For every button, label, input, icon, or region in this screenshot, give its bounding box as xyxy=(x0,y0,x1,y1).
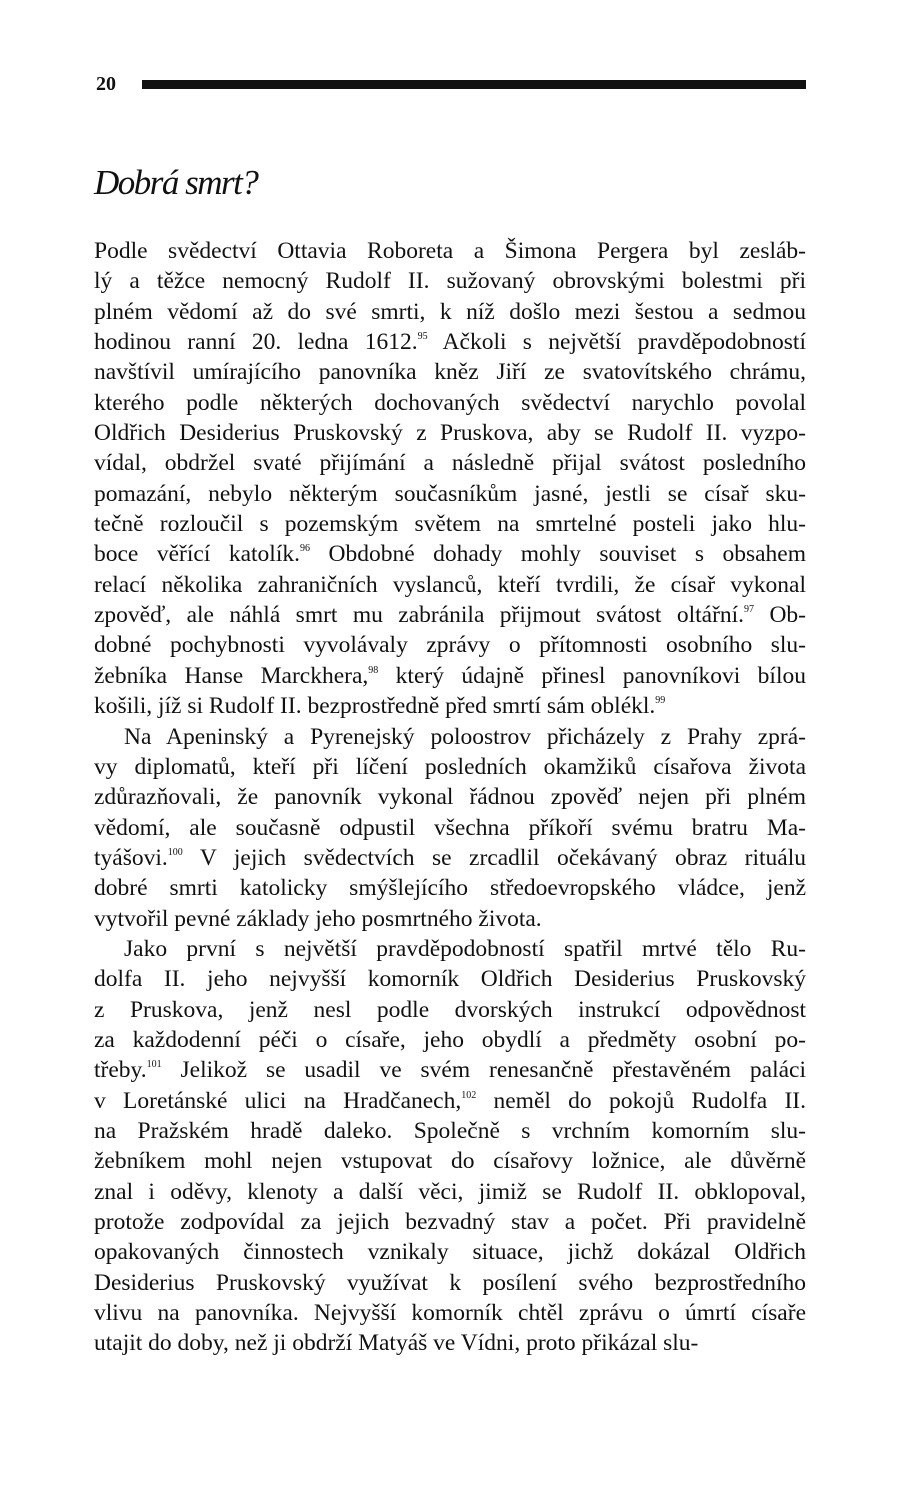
text-line: z Pruskova, jenž nesl podle dvorských instrukcí odpovědnost xyxy=(94,996,806,1023)
footnote-marker: 98 xyxy=(368,664,379,676)
footnote-marker: 99 xyxy=(655,695,666,707)
text-line: zdůrazňovali, že panovník vykonal řádnou zpověď nejen při plném xyxy=(94,784,806,811)
running-header xyxy=(94,72,806,96)
text-line: Podle svědectví Ottavia Roboreta a Šimona Pergera byl zesláb- xyxy=(94,238,806,264)
text-line: dobré smrti katolicky smýšlejícího středoevropského vládce, jenž xyxy=(94,875,806,902)
text-line: opakovaných činnostech vznikaly situace, jichž dokázal Oldřich xyxy=(94,1239,806,1266)
text-line: vídal, obdržel svaté přijímání a následně přijal svátost posledního xyxy=(94,450,806,477)
text-line: žebníka Hanse Marckhera,$^{98}$ který údajně přinesl panovníkovi bílou xyxy=(94,662,806,689)
text-line: žebníkem mohl nejen vstupovat do císařovy ložnice, ale důvěrně xyxy=(94,1148,806,1175)
paragraph xyxy=(94,236,806,722)
text-line: za každodenní péči o císaře, jeho obydlí a předměty osobní po- xyxy=(94,1026,806,1053)
text-line: v Loretánské ulici na Hradčanech,$^{102}$ neměl do pokojů Rudolfa II. xyxy=(94,1087,806,1114)
text-line: utajit do doby, než ji obdrží Matyáš ve Vídni, proto přikázal slu- xyxy=(94,1330,699,1357)
text-line: třeby.$^{101}$ Jelikož se usadil ve svém renesančně přestavěném paláci xyxy=(94,1057,806,1084)
text-line: dolfa II. jeho nejvyšší komorník Oldřich Desiderius Pruskovský xyxy=(94,966,806,993)
page-number: 20 xyxy=(96,73,116,95)
chapter-title: Dobrá smrt? xyxy=(94,163,258,202)
text-line: znal i oděvy, klenoty a další věci, jimiž se Rudolf II. obklopoval, xyxy=(94,1178,806,1205)
text-line: vy diplomatů, kteří při líčení posledních okamžiků císařova života xyxy=(94,753,806,780)
text-line: Desiderius Pruskovský využívat k posílení svého bezprostředního xyxy=(94,1269,806,1296)
text-line: relací několika zahraničních vyslanců, kteří tvrdili, že císař vykonal xyxy=(94,571,806,598)
text-line: Jako první s největší pravděpodobností spatřil mrtvé tělo Ru- xyxy=(124,935,806,962)
text-line: dobné pochybnosti vyvolávaly zprávy o přítomnosti osobního slu- xyxy=(94,632,806,659)
footnote-marker: 96 xyxy=(299,543,310,555)
text-line: pomazání, nebylo některým současníkům jasné, jestli se císař sku- xyxy=(94,480,806,507)
text-line: vlivu na panovníka. Nejvyšší komorník chtěl zprávu o úmrtí císaře xyxy=(94,1300,806,1327)
footnote-marker: 97 xyxy=(744,604,755,616)
text-line: vytvořil pevné základy jeho posmrtného života. xyxy=(94,905,542,932)
text-line: boce věřící katolík.$^{96}$ Obdobné dohady mohly souviset s obsahem xyxy=(94,541,807,568)
text-line: lý a těžce nemocný Rudolf II. sužovaný obrovskými bolestmi při xyxy=(94,268,806,295)
text-line: tečně rozloučil s pozemským světem na smrtelné posteli jako hlu- xyxy=(94,511,806,538)
text-line: Na Apeninský a Pyrenejský poloostrov přicházely z Prahy zprá- xyxy=(124,723,806,750)
text-line: navštívil umírajícího panovníka kněz Jiří ze svatovítského chrámu, xyxy=(94,359,806,386)
footnote-marker: 100 xyxy=(167,846,183,858)
footnote-marker: 102 xyxy=(461,1089,477,1101)
text-line: protože zodpovídal za jejich bezvadný stav a počet. Při pravidelně xyxy=(94,1209,806,1235)
text-line: košili, jíž si Rudolf II. bezprostředně před smrtí sám oblékl.$^{99}$ xyxy=(94,693,666,720)
text-line: Oldřich Desiderius Pruskovský z Pruskova, aby se Rudolf II. vyzpo- xyxy=(94,420,806,447)
text-line: plném vědomí až do své smrti, k níž došlo mezi šestou a sedmou xyxy=(94,298,806,325)
paragraph xyxy=(94,934,806,1359)
header-rule xyxy=(142,80,806,89)
text-line: kterého podle některých dochovaných svědectví narychlo povolal xyxy=(94,389,806,416)
text-line: na Pražském hradě daleko. Společně s vrchním komorním slu- xyxy=(94,1117,806,1144)
text-line: vědomí, ale současně odpustil všechna příkoří svému bratru Ma- xyxy=(94,814,806,841)
paragraph xyxy=(94,722,806,934)
body-text xyxy=(94,236,806,1359)
text-line: tyášovi.$^{100}$ V jejich svědectvích se zrcadlil očekávaný obraz rituálu xyxy=(94,844,806,871)
footnote-marker: 95 xyxy=(417,331,428,343)
text-line: zpověď, ale náhlá smrt mu zabránila přijmout svátost oltářní.$^{97}$ Ob- xyxy=(94,602,806,629)
text-line: hodinou ranní 20. ledna 1612.95 Ačkoli s největší pravděpodobností xyxy=(94,329,806,356)
footnote-marker: 101 xyxy=(146,1059,162,1071)
